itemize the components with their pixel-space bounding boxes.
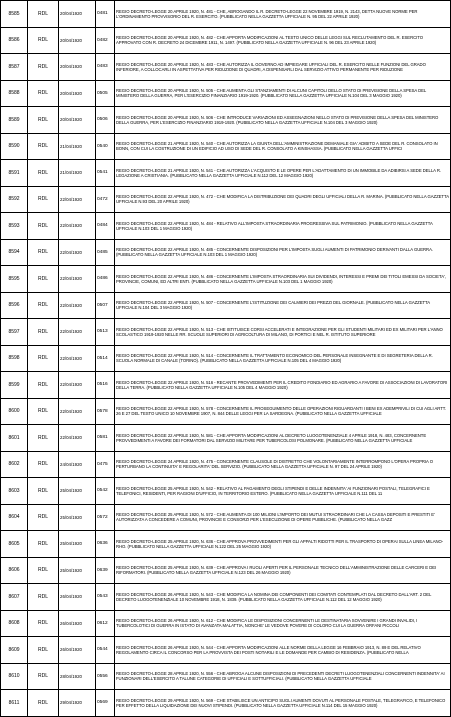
row-number-cell: 8605 bbox=[1, 531, 28, 558]
row-number-cell: 8593 bbox=[1, 213, 28, 240]
table-row bbox=[1, 160, 451, 187]
act-type-cell: RDL bbox=[28, 451, 59, 478]
act-type-cell: RDL bbox=[28, 610, 59, 637]
description-cell bbox=[115, 213, 451, 240]
act-type-cell: RDL bbox=[28, 80, 59, 107]
act-type-cell: RDL bbox=[28, 637, 59, 664]
date-cell: 25/04/1920 bbox=[59, 504, 96, 531]
date-cell: 25/04/1920 bbox=[59, 478, 96, 505]
act-type-cell: RDL bbox=[28, 160, 59, 187]
act-number-cell: 0612 bbox=[96, 610, 115, 637]
row-number-cell: 8594 bbox=[1, 239, 28, 266]
description-text: REGIO DECRETO-LEGGE 22 APRILE 1920, N. 484 - RELATIVO ALL'IMPOSTA STRAORDINARIA PROGRESSIVA SUL PATRIMONIO. (PUBBLICATO NELLA GAZZETTA UFFICIALE N.103 DEL 1 MAGGIO 1920) bbox=[116, 220, 433, 231]
table-row bbox=[1, 584, 451, 611]
description-cell bbox=[115, 372, 451, 399]
description-text: REGIO DECRETO-LEGGE 29 APRILE 1920, N. 569 - CHE STABILISCE UN ANTICIPO SUGLI AUMENTI DOVUTI AL PERSONALE POSTALE, TELEGRAFICO, E TELEFONICO PER EFFETTO DELLA LIQUIDAZIONE DEI NUOVI STIPENDI. (PUBBLICATO NELLA GAZZETTA UFFICIALE N.114 DEL 15 MAGGIO 1920) bbox=[116, 697, 446, 708]
row-number-cell: 8603 bbox=[1, 478, 28, 505]
table-row bbox=[1, 319, 451, 346]
description-cell bbox=[115, 478, 451, 505]
description-text: REGIO DECRETO-LEGGE 22 APRILE 1920, N. 578 - CONCERNENTE IL PROSEGUIMENTO DELLE OPERAZIONI RIGUARDANTI I BENI EX ADEMPRIVILI DI CUI AGLI ARTT. 26 E 27 DEL TESTO UNICO 10 NOVEMBRE 1907, N. 844 DELLE LEGGI PER LA SARDEGNA. (PUBBLICATO NELLA GAZZETTA UFFICIALE bbox=[116, 406, 447, 417]
date-cell: 22/04/1920 bbox=[59, 213, 96, 240]
date-cell: 29/04/1920 bbox=[59, 690, 96, 717]
act-number-cell: 0636 bbox=[96, 531, 115, 558]
row-number-cell: 8608 bbox=[1, 610, 28, 637]
act-number-cell: 0507 bbox=[96, 292, 115, 319]
description-text: REGIO DECRETO-LEGGE 22 APRILE 1920, N. 486 - CONCERNENTE L'IMPOSTA STRAORDINARIA SUI DIVIDENDI, INTERESSI E PREMI DEI TITOLI EMESSI DA SOCIETA', PROVINCIE, COMUNI, ED ALTRI ENTI. (PUBBLICATO NELLA GAZZETTA UFFICIALE N.103 DEL 1 MAGGIO 1920) bbox=[116, 273, 446, 284]
row-number-cell: 8606 bbox=[1, 557, 28, 584]
act-number-cell: 0472 bbox=[96, 186, 115, 213]
description-text: REGIO DECRETO-LEGGE 25 APRILE 1920, N. 542 - RELATIVO AL PAGAMENTO DEGLI STIPENDI E DELLE INDENNITA' AI FUNZIONARI POSTALI, TELEGRAFICI E TELEFONICI, RESIDENTI, PER RAGIONI D'UFFICIO, IN TERRITORIO ESTERO. (PUBBLICATO NELLA GAZZETTA UFFICIALE N.111 DEL 11 bbox=[116, 485, 430, 496]
act-type-cell: RDL bbox=[28, 107, 59, 134]
act-type-cell: RDL bbox=[28, 478, 59, 505]
description-text: REGIO DECRETO-LEGGE 22 APRILE 1920, N. 581 - CHE APPORTA MODIFICAZIONI AL DECRETO LUOGOTENENZIALE 4 APRILE 1918, N. 483, CONCERNENTE PROVVEDIMENTI A FAVORE DEI FORMATORI DAL SERVIZIO MILITARE PER TUBERCOLOSI POLMONARE. (PUBBLICATO NELLA GAZZETTA UFFICIALE bbox=[116, 432, 427, 443]
act-number-cell: 0541 bbox=[96, 160, 115, 187]
table-row bbox=[1, 266, 451, 293]
table-row bbox=[1, 27, 451, 54]
table-row bbox=[1, 690, 451, 717]
date-cell: 28/04/1920 bbox=[59, 663, 96, 690]
description-cell bbox=[115, 345, 451, 372]
date-cell: 22/04/1920 bbox=[59, 319, 96, 346]
table-row bbox=[1, 213, 451, 240]
table-row bbox=[1, 610, 451, 637]
row-number-cell: 8611 bbox=[1, 690, 28, 717]
table-row bbox=[1, 504, 451, 531]
row-number-cell: 8600 bbox=[1, 398, 28, 425]
row-number-cell: 8609 bbox=[1, 637, 28, 664]
act-number-cell: 0556 bbox=[96, 663, 115, 690]
description-cell bbox=[115, 690, 451, 717]
row-number-cell: 8597 bbox=[1, 319, 28, 346]
description-cell bbox=[115, 637, 451, 664]
table-row bbox=[1, 451, 451, 478]
description-cell bbox=[115, 107, 451, 134]
description-text: REGIO DECRETO-LEGGE 25 APRILE 1920, N. 572 - CHE AUMENTA DI 100 MILIONI L'IMPORTO DEI MUTUI STRAORDINARI CHE LA CASSA DEPOSITI E PRESTITI E' AUTORIZZATA A CONCEDERE A COMUNI, PROVINCIE E CONSORZI PER L'ESECUZIONE DI OPERE PUBBLICHE. (PUBBLICATO NELLA GAZZ bbox=[116, 512, 435, 523]
description-cell bbox=[115, 80, 451, 107]
table-row bbox=[1, 531, 451, 558]
act-type-cell: RDL bbox=[28, 663, 59, 690]
table-row bbox=[1, 133, 451, 160]
description-text: REGIO DECRETO-LEGGE 20 APRILE 1920, N. 481 - CHE, ABROGANDO IL R. DECRETO-LEGGE 22 NOVEMBRE 1919, N. 2143, DETTA NUOVE NORME PER L'ORDINAMENTO PROVVISORIO DEL R. ESERCITO. (PUBBLICATO NELLA GAZZETTA UFFICIALE N. 95 DEL 22 APRILE 1920) bbox=[116, 8, 418, 19]
description-text: REGIO DECRETO-LEGGE 24 APRILE 1920, N. 475 - CONCERNENTE CLAUSOLE DI DISTRETTO CHE VOLONTARIAMENTE INTERROMPONO L'OPERA PROPRIA O PERTURBANO LA CONTINUITA' E REGOLARITA' DEL SERVIZIO. (PUBBLICATO NELLA GAZZETTA UFFICIALE N. 97 DEL 24 APRILE 1920) bbox=[116, 459, 433, 470]
description-text: REGIO DECRETO-LEGGE 21 APRILE 1920, N. 540 - CHE AUTORIZZA LA GIUNTA DELL'AMMINISTRAZIONE DEMANIALE GIA' ADIBITO A SEDE DEL R. CONSOLATO IN BONN, CON CUI LA COSTRUZIONE DI UN EDIFICIO AD USO DI SEDE DEL R. CONSOLATO A KINSHASSA. (PUBBLICATO NELLA GAZZETTA UFFICI bbox=[116, 141, 438, 152]
date-cell: 20/04/1920 bbox=[59, 1, 96, 28]
table-row bbox=[1, 1, 451, 28]
act-number-cell: 0484 bbox=[96, 213, 115, 240]
act-type-cell: RDL bbox=[28, 398, 59, 425]
act-type-cell: RDL bbox=[28, 186, 59, 213]
row-number-cell: 8591 bbox=[1, 160, 28, 187]
table-row bbox=[1, 398, 451, 425]
row-number-cell: 8587 bbox=[1, 54, 28, 81]
description-cell bbox=[115, 425, 451, 452]
date-cell: 22/04/1920 bbox=[59, 425, 96, 452]
description-cell bbox=[115, 584, 451, 611]
description-cell bbox=[115, 133, 451, 160]
act-type-cell: RDL bbox=[28, 133, 59, 160]
date-cell: 21/04/1920 bbox=[59, 160, 96, 187]
description-text: REGIO DECRETO-LEGGE 20 APRILE 1920, N. 482 - CHE APPORTA MODIFICAZIONI AL TESTO UNICO DELLE LEGGI SUL RECLUTAMENTO DEL R. ESERCITO APPROVATO CON R. DECRETO 24 DICEMBRE 1911, N. 1497. (PUBBLICATO NELLA GAZZETTA UFFICIALE N. 96 DEL 23 APRILE 1920) bbox=[116, 35, 423, 46]
decree-table-body bbox=[1, 1, 451, 717]
act-number-cell: 0482 bbox=[96, 27, 115, 54]
act-number-cell: 0572 bbox=[96, 504, 115, 531]
row-number-cell: 8586 bbox=[1, 27, 28, 54]
description-cell bbox=[115, 531, 451, 558]
description-text: REGIO DECRETO-LEGGE 20 APRILE 1920, N. 506 - CHE INTRODUCE VARIAZIONI ED ASSEGNAZIONI NELLO STATO DI PREVISIONE DELLA SPESA DEL MINISTERO DELLA GUERRA, PER L'ESERCIZIO FINANZIARIO 1919-1920. (PUBBLICATO NELLA GAZZETTA UFFICIALE N.104 DEL 3 MAGGIO 1920) bbox=[116, 114, 439, 125]
act-type-cell: RDL bbox=[28, 425, 59, 452]
act-type-cell: RDL bbox=[28, 27, 59, 54]
date-cell: 20/04/1920 bbox=[59, 107, 96, 134]
row-number-cell: 8590 bbox=[1, 133, 28, 160]
table-row bbox=[1, 372, 451, 399]
act-number-cell: 0569 bbox=[96, 690, 115, 717]
date-cell: 22/04/1920 bbox=[59, 372, 96, 399]
description-text: REGIO DECRETO-LEGGE 20 APRILE 1920, N. 483 - CHE AUTORIZZA IL GOVERNO AD IMPIEGARE UFFICIALI DEL R. ESERCITO NELLE FUNZIONI DEL GRADO INFERIORE, A COLLOCARLI IN ASPETTATIVA PER RIDUZIONE DI QUADRI, A DISPENSARLI DAL SERVIZIO ATTIVO PERMANENTE PER RIDUZIONE bbox=[116, 61, 426, 72]
act-number-cell: 0581 bbox=[96, 425, 115, 452]
act-number-cell: 0475 bbox=[96, 451, 115, 478]
row-number-cell: 8599 bbox=[1, 372, 28, 399]
act-type-cell: RDL bbox=[28, 372, 59, 399]
row-number-cell: 8595 bbox=[1, 266, 28, 293]
table-row bbox=[1, 663, 451, 690]
act-number-cell: 0483 bbox=[96, 54, 115, 81]
description-text: REGIO DECRETO-LEGGE 26 APRILE 1920, N. 544 - CHE APPORTA MODIFICAZIONI ALLE NORME DELLA LEGGE 16 FEBBRAIO 1913, N. 89 E DEL RELATIVO REGOLAMENTO CIRCA IL CONCORSO PER LA PROVVISTA DEI POSTI NOTARILI E LE DOMANDE PER CAMBIO DI RESIDENZA. (PUBBLICATO NELLA bbox=[116, 644, 421, 655]
description-text: REGIO DECRETO-LEGGE 22 APRILE 1920, N. 507 - CONCERNENTE L'ISTITUZIONE DEI CALMIERI DEI PREZZI DEL GIORNALE. (PUBBLICATO NELLA GAZZETTA UFFICIALE N.104 DEL 3 MAGGIO 1920) bbox=[116, 300, 430, 311]
act-number-cell: 0542 bbox=[96, 478, 115, 505]
description-cell bbox=[115, 319, 451, 346]
date-cell: 26/04/1920 bbox=[59, 584, 96, 611]
description-cell bbox=[115, 398, 451, 425]
row-number-cell: 8592 bbox=[1, 186, 28, 213]
description-text: REGIO DECRETO-LEGGE 22 APRILE 1920, N. 485 - CONCERNENTE DISPOSIZIONI PER L'IMPOSTA SUGLI AUMENTI DI PATRIMONIO DERIVANTI DALLA GUERRA. (PUBBLICATO NELLA GAZZETTA UFFICIALE N.103 DEL 1 MAGGIO 1920) bbox=[116, 247, 433, 258]
date-cell: 22/04/1920 bbox=[59, 266, 96, 293]
description-cell bbox=[115, 186, 451, 213]
act-number-cell: 0639 bbox=[96, 557, 115, 584]
description-cell bbox=[115, 451, 451, 478]
description-cell bbox=[115, 1, 451, 28]
description-text: REGIO DECRETO-LEGGE 25 APRILE 1920, N. 636 - CHE APPROVA PROVVEDIMENTI PER GLI APPALTI RIDOTTI PER IL TRASPORTO DI OPERAI SULLA LINEA MILANO-RHO. (PUBBLICATO NELLA GAZZETTA UFFICIALE N.122 DEL 25 MAGGIO 1920) bbox=[116, 538, 444, 549]
row-number-cell: 8607 bbox=[1, 584, 28, 611]
description-cell bbox=[115, 54, 451, 81]
date-cell: 22/04/1920 bbox=[59, 239, 96, 266]
description-text: REGIO DECRETO-LEGGE 22 APRILE 1920, N. 472 - CHE MODIFICA LA DISTRIBUZIONE DEI QUADRI DEGLI UFFICIALI DELLA R. MARINA. (PUBBLICATO NELLA GAZZETTA UFFICIALE N.93 DEL 20 APRILE 1920) bbox=[116, 194, 449, 205]
act-type-cell: RDL bbox=[28, 266, 59, 293]
table-row bbox=[1, 557, 451, 584]
description-cell bbox=[115, 239, 451, 266]
description-cell bbox=[115, 557, 451, 584]
date-cell: 21/04/1920 bbox=[59, 133, 96, 160]
table-row bbox=[1, 54, 451, 81]
row-number-cell: 8585 bbox=[1, 1, 28, 28]
date-cell: 22/04/1920 bbox=[59, 345, 96, 372]
table-row bbox=[1, 292, 451, 319]
row-number-cell: 8588 bbox=[1, 80, 28, 107]
description-cell bbox=[115, 663, 451, 690]
act-type-cell: RDL bbox=[28, 690, 59, 717]
row-number-cell: 8610 bbox=[1, 663, 28, 690]
table-row bbox=[1, 345, 451, 372]
date-cell: 22/04/1920 bbox=[59, 398, 96, 425]
act-type-cell: RDL bbox=[28, 504, 59, 531]
description-cell bbox=[115, 266, 451, 293]
date-cell: 22/04/1920 bbox=[59, 292, 96, 319]
act-number-cell: 0486 bbox=[96, 266, 115, 293]
description-text: REGIO DECRETO-LEGGE 26 APRILE 1920, N. 543 - CHE MODIFICA LA NOMINA DEI COMPONENTI DEI COMITATI CONTEMPLATI DAL DECRETO DALL'ART. 2 DEL DECRETO LUOGOTENENZIALE 10 NOVEMBRE 1918, N. 1839. (PUBBLICATO NELLA GAZZETTA UFFICIALE N.112 DEL 12 MAGGIO 1920) bbox=[116, 591, 432, 602]
description-cell bbox=[115, 504, 451, 531]
act-number-cell: 0514 bbox=[96, 345, 115, 372]
act-number-cell: 0505 bbox=[96, 80, 115, 107]
act-number-cell: 0506 bbox=[96, 107, 115, 134]
description-cell bbox=[115, 160, 451, 187]
date-cell: 24/04/1920 bbox=[59, 451, 96, 478]
date-cell: 26/04/1920 bbox=[59, 610, 96, 637]
description-text: REGIO DECRETO-LEGGE 28 APRILE 1920, N. 556 - CHE ABROGA ALCUNE DISPOSIZIONI DI PRECEDENTI DECRETI LUOGOTENENZIALI CONCERNENTI INDENNITA' AI FUNZIONARI DELL'ESERCITO A TALUNE CATEGORIE DI UFFICIALI E SOTTUFFICIALI. (PUBBLICATO NELLA GAZZETTA UFFICIALE bbox=[116, 671, 445, 682]
act-number-cell: 0513 bbox=[96, 319, 115, 346]
table-row bbox=[1, 186, 451, 213]
table-row bbox=[1, 107, 451, 134]
row-number-cell: 8589 bbox=[1, 107, 28, 134]
date-cell: 25/04/1920 bbox=[59, 557, 96, 584]
date-cell: 20/04/1920 bbox=[59, 80, 96, 107]
description-text: REGIO DECRETO-LEGGE 22 APRILE 1920, N. 516 - RECANTE PROVVEDIMENTI PER IL CREDITO FONDIARIO ED AGRARIO A FAVORE DI ASSOCIAZIONI DI LAVORATORI DELLA TERRA. (PUBBLICATO NELLA GAZZETTA UFFICIALE N.105 DEL 4 MAGGIO 1920) bbox=[116, 379, 448, 390]
table-row bbox=[1, 478, 451, 505]
table-row bbox=[1, 425, 451, 452]
row-number-cell: 8601 bbox=[1, 425, 28, 452]
date-cell: 26/04/1920 bbox=[59, 637, 96, 664]
description-text: REGIO DECRETO-LEGGE 25 APRILE 1920, N. 639 - CHE APPROVA I RUOLI APERTI PER IL PERSONALE TECNICO DELL'AMMINISTRAZIONE DELLE CARCERI E DEI RIFORMATORI. (PUBBLICATO NELLA GAZZETTA UFFICIALE N.123 DEL 26 MAGGIO 1920) bbox=[116, 565, 437, 576]
table-row bbox=[1, 637, 451, 664]
row-number-cell: 8604 bbox=[1, 504, 28, 531]
act-type-cell: RDL bbox=[28, 292, 59, 319]
act-number-cell: 0544 bbox=[96, 637, 115, 664]
description-text: REGIO DECRETO-LEGGE 26 APRILE 1920, N. 612 - CHE MODIFICA LE DISPOSIZIONI CONCERNENTI LE DESTINATARIA SOVVENIRE I GRANDI INVALIDI, I TUBERCOLOTICI DI GUERRA IN ISTATO DI AVANZATA MALATTIA, NONCHE' LE VEDOVE POVERE DI COLORO CUI LA GUERRA ORFANI PICCOLI bbox=[116, 618, 418, 629]
date-cell: 25/04/1920 bbox=[59, 531, 96, 558]
act-number-cell: 0516 bbox=[96, 372, 115, 399]
act-type-cell: RDL bbox=[28, 557, 59, 584]
act-number-cell: 0543 bbox=[96, 584, 115, 611]
act-number-cell: 0485 bbox=[96, 239, 115, 266]
description-cell bbox=[115, 27, 451, 54]
row-number-cell: 8602 bbox=[1, 451, 28, 478]
description-text: REGIO DECRETO-LEGGE 21 APRILE 1920, N. 541 - CHE AUTORIZZA L'ACQUISTO E LE OPERE PER L'ADATTAMENTO DI UN IMMOBILE DA ADIBIRSI A SEDE DELLA R. LEGAZIONE A CRISTIANIA. (PUBBLICATO NELLA GAZZETTA UFFICIALE N.112 DEL 12 MAGGIO 1920) bbox=[116, 167, 441, 178]
description-text: REGIO DECRETO-LEGGE 22 APRILE 1920, N. 513 - CHE ISTITUISCE CORSI ACCELERATI E INTEGRAZIONE PER GLI STUDENTI MILITARI ED EX MILITARI PER L'ANNO SCOLASTICO 1919-1920 NELLE RR. SCUOLE SUPERIORI DI AGRICOLTURA DI MILANO, DI PORTICI E NEL R. ISTITUTO SUPERIORE bbox=[116, 326, 443, 337]
row-number-cell: 8598 bbox=[1, 345, 28, 372]
act-number-cell: 0578 bbox=[96, 398, 115, 425]
description-text: REGIO DECRETO-LEGGE 20 APRILE 1920, N. 505 - CHE AUMENTA GLI STANZIAMENTI DI ALCUNI CAPITOLI DELLO STATO DI PREVISIONE DELLA SPESA DEL MINISTERO DELLA GUERRA, PER L'ESERCIZIO FINANZIARIO 1919-1920. (PUBBLICATO NELLA GAZZETTA UFFICIALE N.104 DEL 3 MAGGIO 1920) bbox=[116, 88, 427, 99]
act-type-cell: RDL bbox=[28, 319, 59, 346]
act-type-cell: RDL bbox=[28, 239, 59, 266]
date-cell: 20/04/1920 bbox=[59, 54, 96, 81]
date-cell: 22/04/1920 bbox=[59, 186, 96, 213]
act-number-cell: 0540 bbox=[96, 133, 115, 160]
act-type-cell: RDL bbox=[28, 531, 59, 558]
act-type-cell: RDL bbox=[28, 213, 59, 240]
table-row bbox=[1, 80, 451, 107]
act-type-cell: RDL bbox=[28, 345, 59, 372]
row-number-cell: 8596 bbox=[1, 292, 28, 319]
act-type-cell: RDL bbox=[28, 584, 59, 611]
description-cell bbox=[115, 610, 451, 637]
act-type-cell: RDL bbox=[28, 54, 59, 81]
date-cell: 20/04/1920 bbox=[59, 27, 96, 54]
description-cell bbox=[115, 292, 451, 319]
description-text: REGIO DECRETO-LEGGE 22 APRILE 1920, N. 514 - CONCERNENTE IL TRATTAMENTO ECONOMICO DEL PERSONALE INSEGNANTE E DI SEGRETERIA DELLA R. SCUOLA NORMALE DI CANALE (TORINO). (PUBBLICATO NELLA GAZZETTA UFFICIALE N.105 DEL 4 MAGGIO 1920) bbox=[116, 353, 433, 364]
act-type-cell: RDL bbox=[28, 1, 59, 28]
table-row bbox=[1, 239, 451, 266]
act-number-cell: 0481 bbox=[96, 1, 115, 28]
